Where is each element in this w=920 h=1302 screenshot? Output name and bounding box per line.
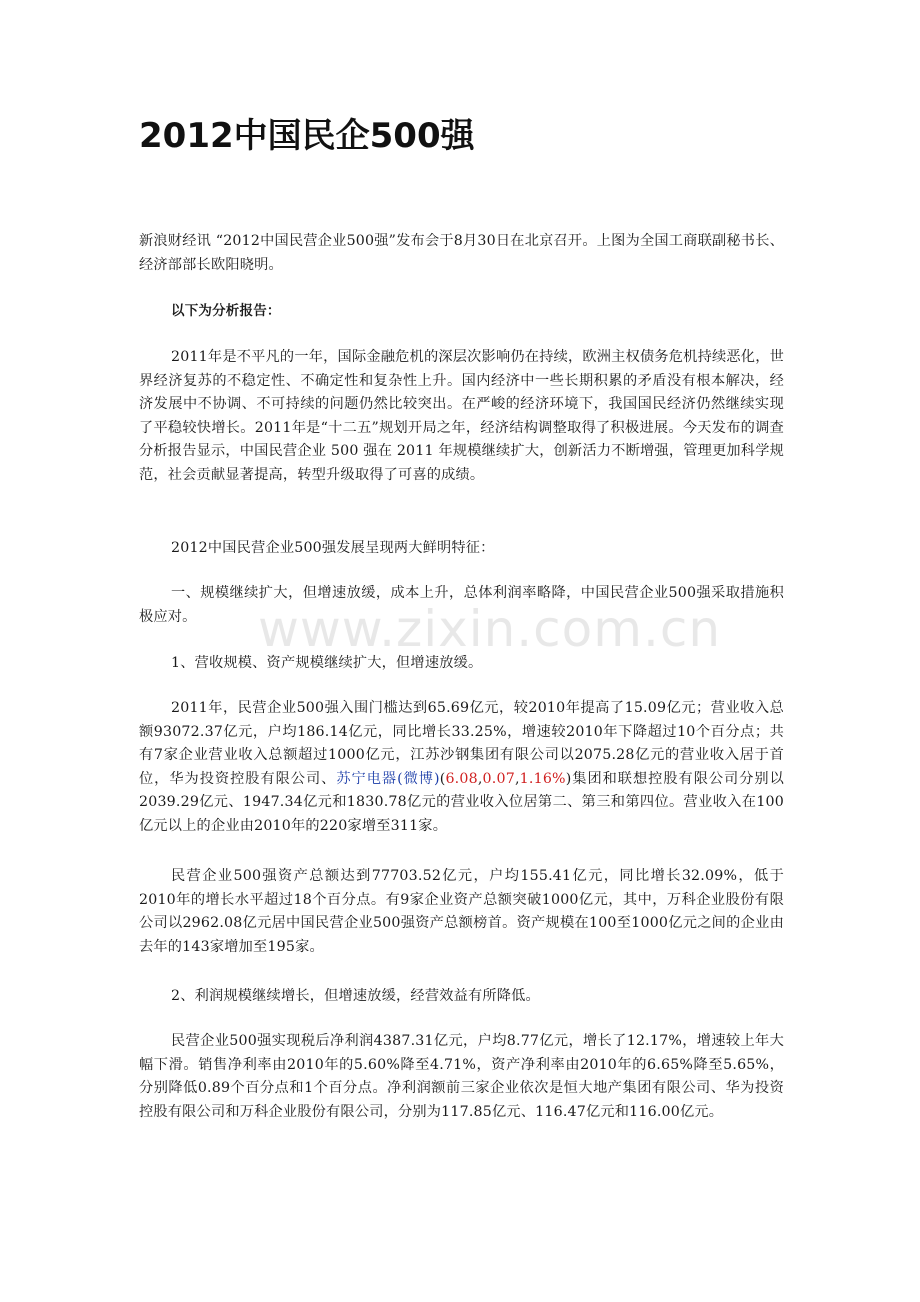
- quote-open-paren: (: [439, 770, 446, 787]
- paragraph-intro: 新浪财经讯 “2012中国民营企业500强”发布会于8月30日在北京召开。上图为全国工商联副秘书长、经济部部长欧阳晓明。: [139, 233, 784, 273]
- features-block: [139, 537, 784, 561]
- subsection-1-block: [139, 652, 784, 676]
- subsection-2-heading: 2、利润规模继续增长，但增速放缓，经营效益有所降低。: [171, 988, 540, 1004]
- paragraph-revenue: [139, 697, 784, 838]
- paragraph-features: 2012中国民营企业500强发展呈现两大鲜明特征：: [171, 540, 495, 556]
- watermark: www.zixin.com.cn: [258, 600, 722, 658]
- assets-block: [139, 865, 784, 959]
- quote-change: 0.07: [482, 770, 515, 787]
- quote-price: 6.08: [445, 770, 478, 787]
- paragraph-profit: 民营企业500强实现税后净利润4387.31亿元，户均8.77亿元，增长了12.17%，增速较上年大幅下滑。销售净利率由2010年的5.60%降至4.71%，资产净利率由2010年的6.65%降至5.65%，分别降低0.89个百分点和1个百分点。净利润额前三家企业依次是恒大地产集团有限公司、华为投资控股有限公司和万科企业股份有限公司，分别为117.85亿元、116.47亿元和116.00亿元。: [139, 1033, 784, 1120]
- revenue-text-a: 2011年，民营企业500强入围门槛达到65.69亿元，较2010年提高了15.09亿元；营业收入总额93072.37亿元，户均186.14亿元，同比增长33.25%，增速较2010年下降超过10个百分点；共有7家企业营业收入总额超过1000亿元，江苏沙钢集团有限公司以2075.28亿元的营业收入居于首位，华为投资控股有限公司、: [139, 700, 784, 787]
- subsection-2-block: [139, 985, 784, 1009]
- suning-link[interactable]: 苏宁电器(微博): [336, 770, 440, 787]
- report-heading: 以下为分析报告：: [171, 303, 281, 319]
- paragraph-overview: 2011年是不平凡的一年，国际金融危机的深层次影响仍在持续，欧洲主权债务危机持续恶化，世界经济复苏的不稳定性、不确定性和复杂性上升。国内经济中一些长期积累的矛盾没有根本解决，经济发展中不协调、不可持续的问题仍然比较突出。在严峻的经济环境下，我国国民经济仍然继续实现了平稳较快增长。2011年是“十二五”规划开局之年，经济结构调整取得了积极进展。今天发布的调查分析报告显示，中国民营企业 500 强在 2011 年规模继续扩大，创新活力不断增强，管理更加科学规范，社会贡献显著提高，转型升级取得了可喜的成绩。: [139, 349, 784, 483]
- paragraph-assets: 民营企业500强资产总额达到77703.52亿元，户均155.41亿元，同比增长32.09%，低于2010年的增长水平超过18个百分点。有9家企业资产总额突破1000亿元，其中，万科企业股份有限公司以2962.08亿元居中国民营企业500强资产总额榜首。资产规模在100至1000亿元之间的企业由去年的143家增加至195家。: [139, 868, 784, 955]
- report-heading-block: [139, 300, 784, 324]
- intro-paragraph: [139, 230, 784, 277]
- section-one-block: [139, 582, 784, 629]
- quote-percent: 1.16%: [519, 770, 566, 787]
- revenue-block: [139, 697, 784, 838]
- quote-sep-2: ,: [514, 770, 520, 787]
- overview-block: [139, 346, 784, 487]
- document-title: 2012中国民企500强: [139, 116, 475, 156]
- subsection-1-heading: 1、营收规模、资产规模继续扩大，但增速放缓。: [171, 655, 483, 671]
- section-one-heading: 一、规模继续扩大，但增速放缓，成本上升，总体利润率略降，中国民营企业500强采取措施积极应对。: [139, 585, 784, 625]
- quote-sep-1: ,: [477, 770, 483, 787]
- revenue-text-b: )集团和联想控股有限公司分别以2039.29亿元、1947.34亿元和1830.78亿元的营业收入位居第二、第三和第四位。营业收入在100亿元以上的企业由2010年的220家增至311家。: [139, 770, 784, 834]
- profit-block: [139, 1030, 784, 1124]
